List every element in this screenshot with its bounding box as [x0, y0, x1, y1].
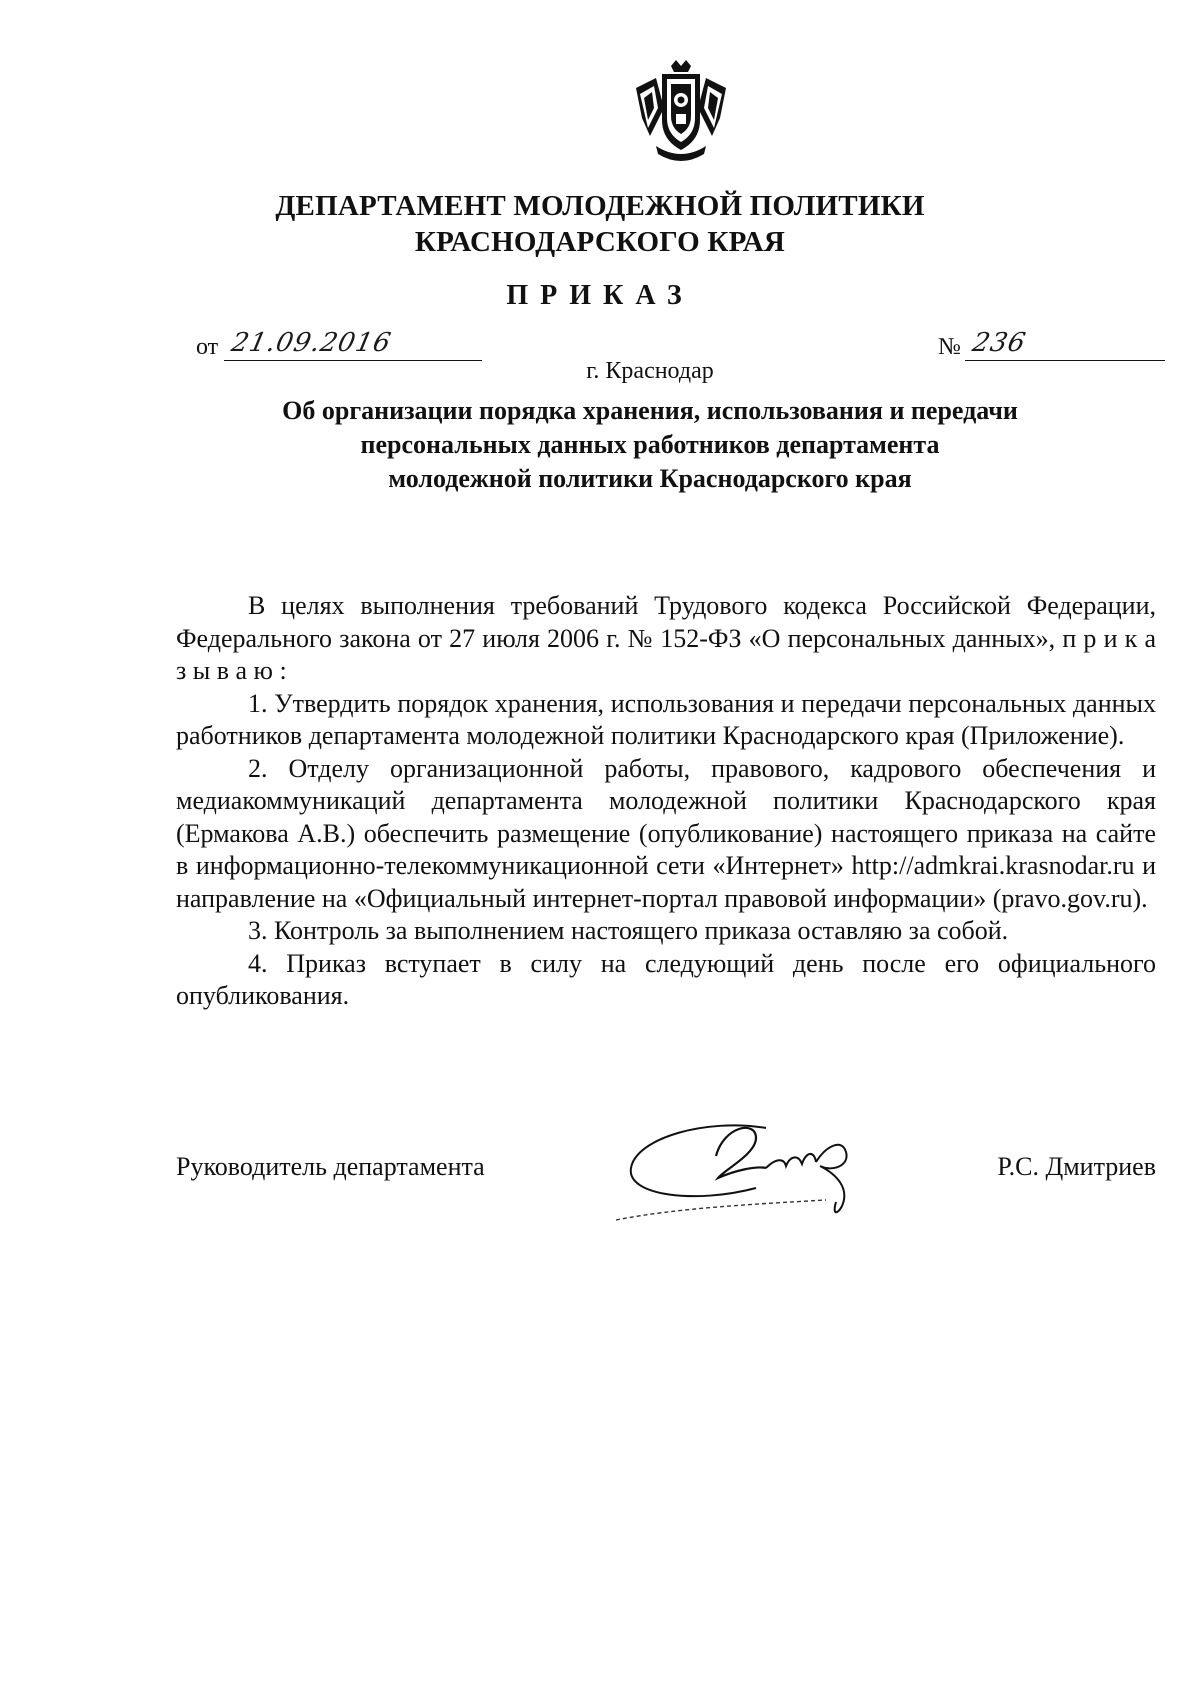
signatory-position: Руководитель департамента	[176, 1152, 485, 1181]
signatory-name: Р.С. Дмитриев	[997, 1152, 1156, 1181]
date-field	[196, 330, 482, 361]
handwritten-number: 236	[969, 328, 1029, 358]
number-prefix: №	[938, 334, 961, 360]
subject-line1: Об организации порядка хранения, использования и передачи	[282, 396, 1018, 425]
organization-name-line2: КРАСНОДАРСКОГО КРАЯ	[414, 226, 786, 258]
signature-block	[176, 1142, 1156, 1262]
subject-line2: персональных данных работников департамента	[360, 430, 940, 459]
document-type-title: ПРИКАЗ	[506, 280, 694, 311]
number-underline	[965, 330, 1165, 361]
coat-of-arms-icon	[626, 58, 736, 166]
order-body	[176, 590, 1156, 1013]
date-prefix: от	[196, 334, 219, 360]
order-item-3: 3. Контроль за выполнением настоящего приказа оставляю за собой.	[248, 916, 1009, 945]
preamble-paragraph: В целях выполнения требований Трудового кодекса Российской Федерации, Федерального закона от 27 июля 2006 г. № 152-ФЗ «О персональных данных», п р и к а з ы в а ю :	[176, 591, 1156, 685]
order-item-2: 2. Отделу организационной работы, правового, кадрового обеспечения и медиакоммуникаций департамента молодежной политики Краснодарского края (Ермакова А.В.) обеспечить размещение (опубликование) настоящего приказа на сайте в информационно-телекоммуникационной сети «Интернет» http://admkrai.krasnodar.ru и направление на «Официальный интернет-портал правовой информации» (pravo.gov.ru).	[176, 753, 1156, 913]
handwritten-signature-icon	[606, 1108, 886, 1238]
number-field	[938, 330, 1165, 361]
date-underline	[224, 330, 482, 361]
order-item-4: 4. Приказ вступает в силу на следующий день после его официального опубликования.	[176, 948, 1156, 1010]
order-item-1: 1. Утвердить порядок хранения, использования и передачи персональных данных работников департамента молодежной политики Краснодарского края (Приложение).	[176, 688, 1156, 750]
subject-line3: молодежной политики Краснодарского края	[388, 464, 912, 493]
organization-name-line1: ДЕПАРТАМЕНТ МОЛОДЕЖНОЙ ПОЛИТИКИ	[275, 190, 925, 222]
city-line: г. Краснодар	[586, 358, 714, 384]
handwritten-date: 21.09.2016	[228, 328, 395, 358]
